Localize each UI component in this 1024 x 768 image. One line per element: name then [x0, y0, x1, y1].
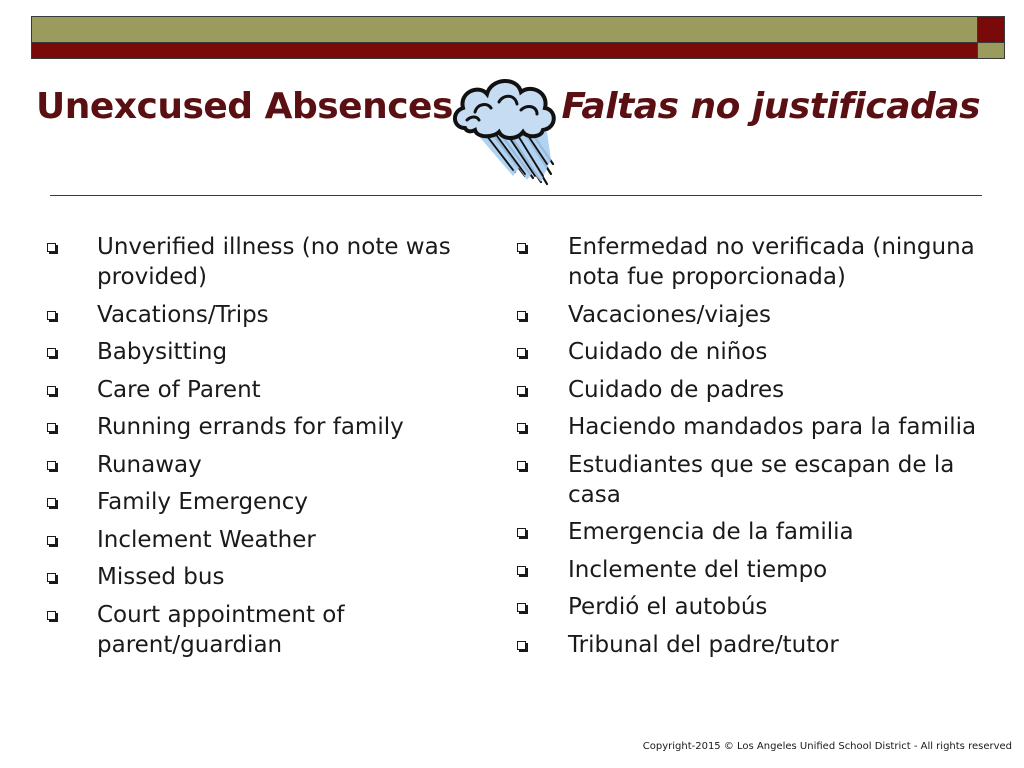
list-item — [44, 232, 464, 292]
list-item — [514, 450, 984, 510]
checkbox-bullet-icon — [517, 311, 526, 320]
header-band-olive-bar — [32, 17, 978, 43]
list-item-text: Care of Parent — [97, 376, 261, 403]
checkbox-bullet-icon — [517, 641, 526, 650]
list-item — [44, 300, 464, 330]
title-spanish: Faltas no justificadas — [561, 86, 980, 127]
english-absence-list — [44, 232, 464, 667]
list-item — [514, 375, 984, 405]
spanish-absence-list — [514, 232, 984, 667]
list-item — [514, 300, 984, 330]
checkbox-bullet-icon — [517, 386, 526, 395]
copyright-footer: Copyright-2015 © Los Angeles Unified School District - All rights reserved — [642, 741, 1012, 752]
checkbox-bullet-icon — [517, 603, 526, 612]
list-item — [514, 412, 984, 442]
list-item-text: Cuidado de niños — [568, 339, 768, 365]
list-item — [44, 337, 464, 367]
list-item — [44, 525, 464, 555]
list-item-text: Unverified illness (no note was provided) — [97, 234, 451, 290]
checkbox-bullet-icon — [517, 423, 526, 432]
header-band-olive-square — [978, 43, 1004, 58]
checkbox-bullet-icon — [47, 386, 56, 395]
list-item — [514, 630, 984, 660]
checkbox-bullet-icon — [47, 498, 56, 507]
list-item-text: Babysitting — [97, 339, 228, 365]
title-divider — [50, 195, 982, 196]
list-item — [44, 375, 464, 405]
checkbox-bullet-icon — [517, 348, 526, 357]
header-band-maroon-bar — [32, 43, 978, 58]
checkbox-bullet-icon — [47, 573, 56, 582]
list-item-text: Cuidado de padres — [568, 376, 785, 403]
list-item — [44, 412, 464, 442]
list-item-text: Inclement Weather — [97, 526, 316, 553]
list-item-text: Emergencia de la familia — [568, 519, 854, 545]
list-item — [514, 337, 984, 367]
header-band — [31, 16, 1005, 59]
list-item-text: Vacations/Trips — [97, 301, 269, 328]
list-item-text: Estudiantes que se escapan de la casa — [568, 451, 955, 508]
checkbox-bullet-icon — [47, 243, 56, 252]
list-item-text: Missed bus — [97, 564, 225, 590]
checkbox-bullet-icon — [517, 243, 526, 252]
checkbox-bullet-icon — [47, 461, 56, 470]
list-item-text: Vacaciones/viajes — [568, 301, 771, 328]
list-item — [44, 487, 464, 517]
list-item — [44, 600, 464, 660]
list-item — [44, 562, 464, 592]
list-item-text: Enfermedad no verificada (ninguna nota fue proporcionada) — [568, 234, 975, 290]
checkbox-bullet-icon — [517, 528, 526, 537]
list-item-text: Runaway — [97, 451, 202, 478]
checkbox-bullet-icon — [47, 611, 56, 620]
list-item-text: Running errands for family — [97, 414, 404, 440]
checkbox-bullet-icon — [47, 311, 56, 320]
checkbox-bullet-icon — [47, 348, 56, 357]
rain-cloud-icon — [447, 72, 559, 190]
list-item — [514, 232, 984, 292]
list-item — [514, 592, 984, 622]
checkbox-bullet-icon — [517, 461, 526, 470]
list-item-text: Perdió el autobús — [568, 594, 768, 620]
title-english: Unexcused Absences — [36, 86, 453, 127]
checkbox-bullet-icon — [517, 566, 526, 575]
list-item-text: Family Emergency — [97, 489, 309, 515]
list-item — [514, 517, 984, 547]
header-band-maroon-square — [978, 17, 1004, 43]
checkbox-bullet-icon — [47, 423, 56, 432]
list-item-text: Court appointment of parent/guardian — [97, 601, 345, 658]
list-item-text: Tribunal del padre/tutor — [568, 631, 839, 658]
list-item-text: Inclemente del tiempo — [568, 556, 828, 583]
list-item-text: Haciendo mandados para la familia — [568, 414, 977, 440]
list-item — [514, 555, 984, 585]
checkbox-bullet-icon — [47, 536, 56, 545]
list-item — [44, 450, 464, 480]
